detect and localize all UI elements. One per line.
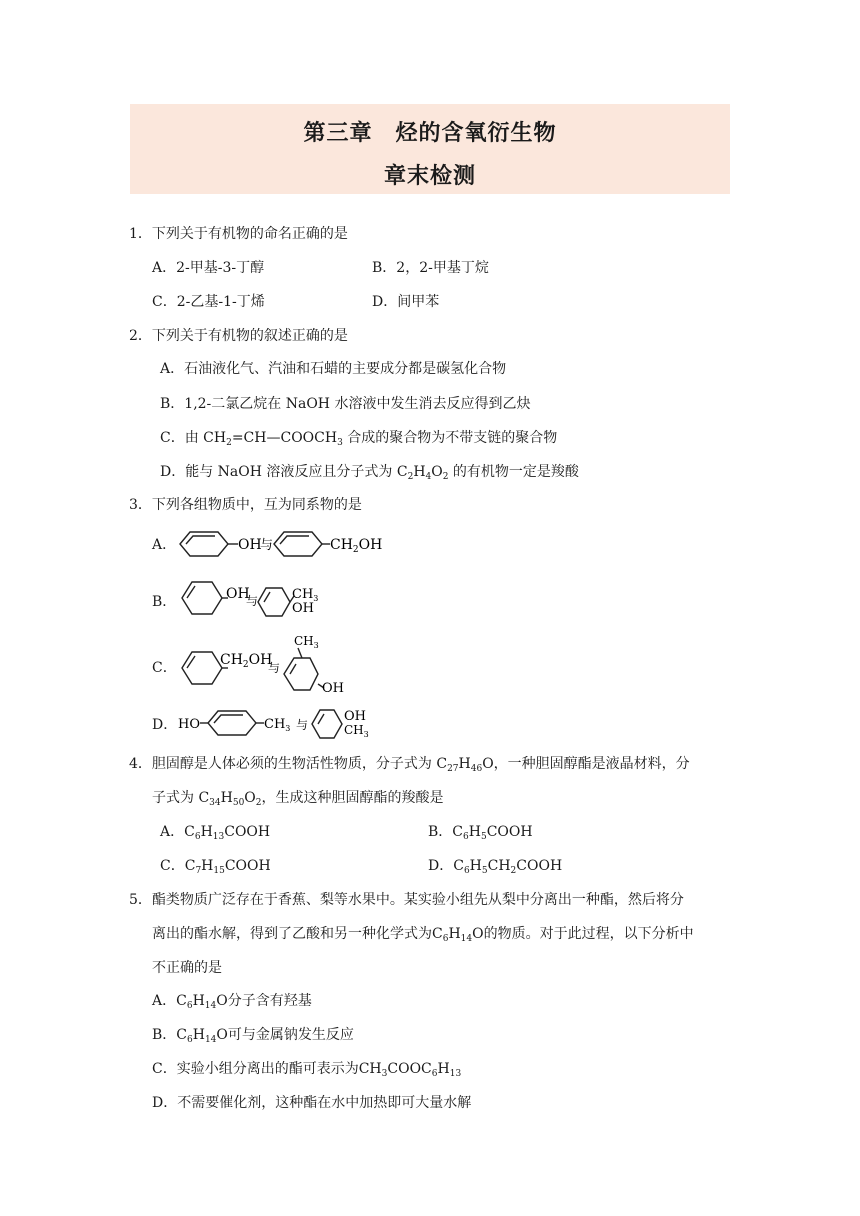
svg-text:CH2OH: $CH_2OH$ (330, 537, 383, 555)
svg-text:与: 与 (260, 538, 274, 553)
q2-option-a[interactable]: A．石油液化气、汽油和石蜡的主要成分都是碳氢化合物 (160, 361, 507, 377)
q3-option-d-structure (178, 702, 378, 744)
svg-text:OH: OH (344, 709, 366, 724)
svg-text:与: 与 (296, 718, 309, 732)
svg-text:OH: OH (292, 601, 314, 616)
q1-option-c[interactable]: C．2-乙基-1-丁烯 (152, 294, 265, 310)
q3-option-a-label[interactable]: A． (152, 537, 177, 553)
q4-option-a[interactable]: A．$C_6H_{13}COOH$ (160, 824, 271, 842)
q3-option-b-structure (176, 572, 336, 628)
q4-stem-line1: 4．胆固醇是人体必须的生物活性物质，分子式为 $C_{27}H_{46}O$，一种胆固醇酯是液晶材料，分 (129, 756, 690, 774)
q5-option-a[interactable]: A．$C_6H_{14}O$分子含有羟基 (152, 993, 312, 1011)
q2-option-b[interactable]: B．1,2-二氯乙烷在 NaOH 水溶液中发生消去反应得到乙炔 (160, 396, 531, 412)
q3-option-d-label[interactable]: D． (152, 717, 178, 733)
svg-text:OH: OH (226, 586, 250, 602)
q3-stem: 3．下列各组物质中，互为同系物的是 (129, 497, 362, 513)
svg-text:HO: HO (178, 717, 200, 732)
q5-option-d[interactable]: D．不需要催化剂，这种酯在水中加热即可大量水解 (152, 1095, 472, 1111)
q4-option-d[interactable]: D．$C_6H_5CH_2COOH$ (428, 858, 563, 876)
q1-option-a[interactable]: A．2-甲基-3-丁醇 (152, 260, 265, 276)
svg-text:CH3: $CH_3$ (344, 723, 369, 739)
q1-stem: 1．下列关于有机物的命名正确的是 (129, 226, 348, 242)
svg-text:CH2OH: $CH_2OH$ (220, 652, 273, 670)
q1-option-d[interactable]: D．间甲苯 (372, 294, 440, 310)
svg-text:CH3: $CH_3$ (264, 717, 291, 733)
q3-option-a-structure (176, 526, 396, 562)
q2-option-d[interactable]: D．能与 NaOH 溶液反应且分子式为 $C_2H_4O_2$ 的有机物一定是羧酸 (160, 464, 579, 482)
q4-option-b[interactable]: B．$C_6H_5COOH$ (428, 824, 533, 842)
svg-text:与: 与 (246, 594, 259, 608)
q4-stem-line2: 子式为 $C_{34}H_{50}O_2$，生成这种胆固醇酯的羧酸是 (152, 790, 444, 808)
q4-option-c[interactable]: C．$C_7H_{15}COOH$ (160, 858, 271, 876)
svg-text:OH: OH (238, 537, 262, 553)
chapter-title: 第三章 烃的含氧衍生物 (303, 121, 557, 146)
q3-option-b-label[interactable]: B． (152, 594, 177, 610)
svg-text:CH3: $CH_3$ (292, 587, 319, 603)
svg-text:OH: OH (322, 681, 344, 696)
q5-stem-line3: 不正确的是 (152, 960, 222, 976)
q3-option-c-structure (176, 630, 366, 702)
q3-option-c-label[interactable]: C． (152, 660, 177, 676)
q2-option-c[interactable]: C．由 $CH_2=CH—COOCH_3$ 合成的聚合物为不带支链的聚合物 (160, 430, 558, 448)
chapter-banner (130, 104, 730, 194)
q5-option-c[interactable]: C．实验小组分离出的酯可表示为$CH_3COOC_6H_{13}$ (152, 1061, 462, 1079)
q5-stem-line2: 离出的酯水解，得到了乙酸和另一种化学式为$C_6H_{14}O$的物质。对于此过程，以下分析中 (152, 926, 694, 944)
q5-stem-line1: 5．酯类物质广泛存在于香蕉、梨等水果中。某实验小组先从梨中分离出一种酯，然后将分 (129, 892, 684, 908)
svg-text:与: 与 (268, 661, 281, 675)
q5-option-b[interactable]: B．$C_6H_{14}O$可与金属钠发生反应 (152, 1027, 354, 1045)
section-subtitle: 章末检测 (383, 164, 476, 189)
q1-option-b[interactable]: B．2，2-甲基丁烷 (372, 260, 489, 276)
svg-text:CH3: $CH_3$ (294, 634, 319, 650)
q2-stem: 2．下列关于有机物的叙述正确的是 (129, 328, 348, 344)
